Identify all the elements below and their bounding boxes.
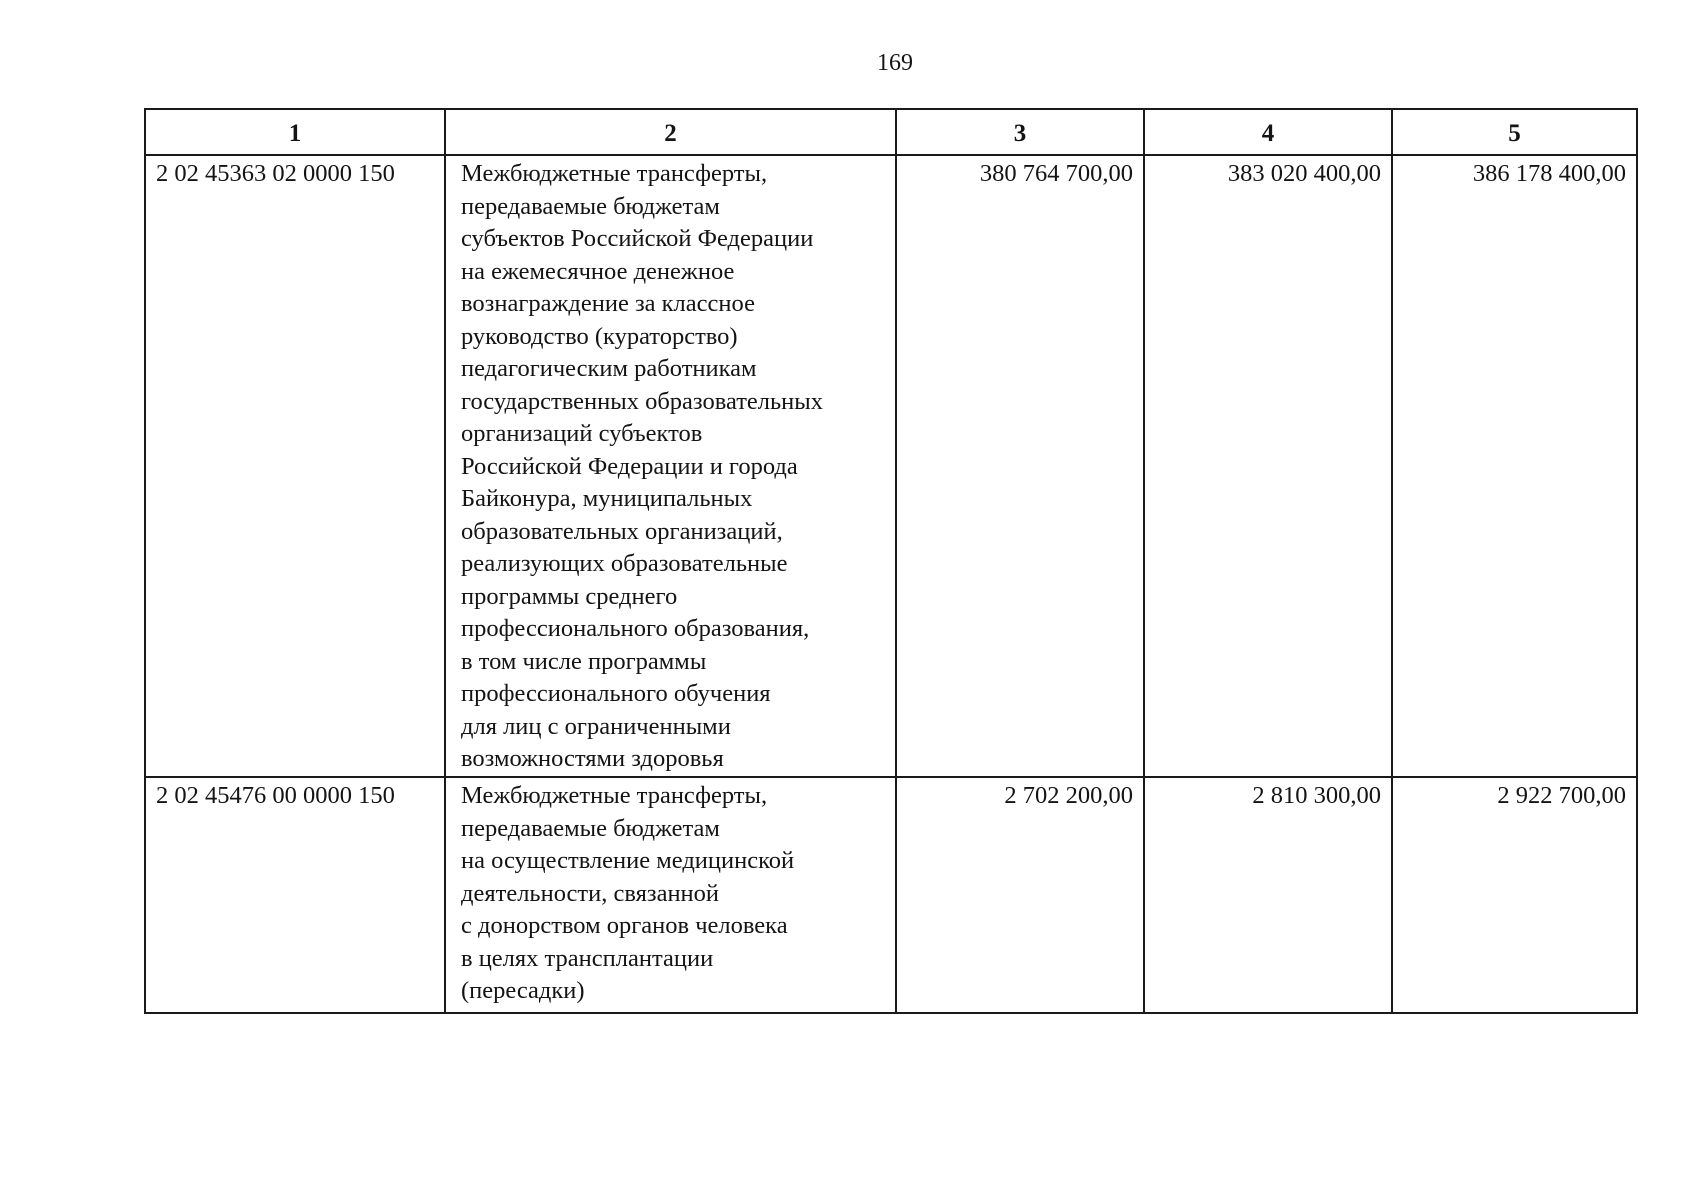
description-line: руководство (кураторство): [461, 322, 738, 350]
table-row: [145, 777, 1637, 1013]
description-line: педагогическим работникам: [461, 355, 757, 382]
description-line: программы среднего: [461, 582, 678, 610]
description-cell: [445, 777, 896, 1013]
amount-col-5-cell: 2 922 700,00: [1392, 777, 1637, 1013]
description-line: в целях трансплантации: [461, 944, 714, 972]
description-line: государственных образовательных: [461, 387, 823, 415]
budget-code-cell: 2 02 45476 00 0000 150: [145, 777, 445, 1013]
amount-col-3-cell: 380 764 700,00: [896, 155, 1144, 777]
description-line: Российской Федерации и города: [461, 452, 798, 480]
description-line: Байконура, муниципальных: [461, 485, 753, 512]
column-header-4: 4: [1144, 109, 1392, 155]
page-number: 169: [877, 50, 913, 76]
budget-code-cell: 2 02 45363 02 0000 150: [145, 155, 445, 777]
description-line: вознаграждение за классное: [461, 290, 755, 317]
description-line: организаций субъектов: [461, 420, 703, 447]
amount-col-4-cell: 383 020 400,00: [1144, 155, 1392, 777]
description-line: субъектов Российской Федерации: [461, 225, 814, 252]
description-line: для лиц с ограниченными: [461, 712, 731, 740]
table-row: [145, 155, 1637, 777]
description-line: на осуществление медицинской: [461, 847, 795, 874]
description-line: деятельности, связанной: [461, 879, 720, 907]
description-line: образовательных организаций,: [461, 517, 783, 545]
description-line: на ежемесячное денежное: [461, 257, 735, 285]
amount-col-3-cell: 2 702 200,00: [896, 777, 1144, 1013]
amount-col-5-cell: 386 178 400,00: [1392, 155, 1637, 777]
description-line: в том числе программы: [461, 647, 707, 675]
description-line: профессионального обучения: [461, 680, 771, 707]
column-header-3: 3: [896, 109, 1144, 155]
column-header-1: 1: [145, 109, 445, 155]
description-line: реализующих образовательные: [461, 550, 788, 577]
description-line: передаваемые бюджетам: [461, 814, 720, 842]
description-line: передаваемые бюджетам: [461, 192, 720, 220]
table-header-row: [145, 109, 1637, 155]
column-header-2: 2: [445, 109, 896, 155]
description-line: с донорством органов человека: [461, 912, 788, 939]
budget-table: [144, 108, 1638, 1014]
description-cell: [445, 155, 896, 777]
description-line: профессионального образования,: [461, 615, 810, 642]
description-line: Межбюджетные трансферты,: [461, 160, 768, 187]
description-line: возможностями здоровья: [461, 745, 724, 772]
description-line: Межбюджетные трансферты,: [461, 782, 768, 809]
description-line: (пересадки): [461, 977, 585, 1004]
column-header-5: 5: [1392, 109, 1637, 155]
amount-col-4-cell: 2 810 300,00: [1144, 777, 1392, 1013]
